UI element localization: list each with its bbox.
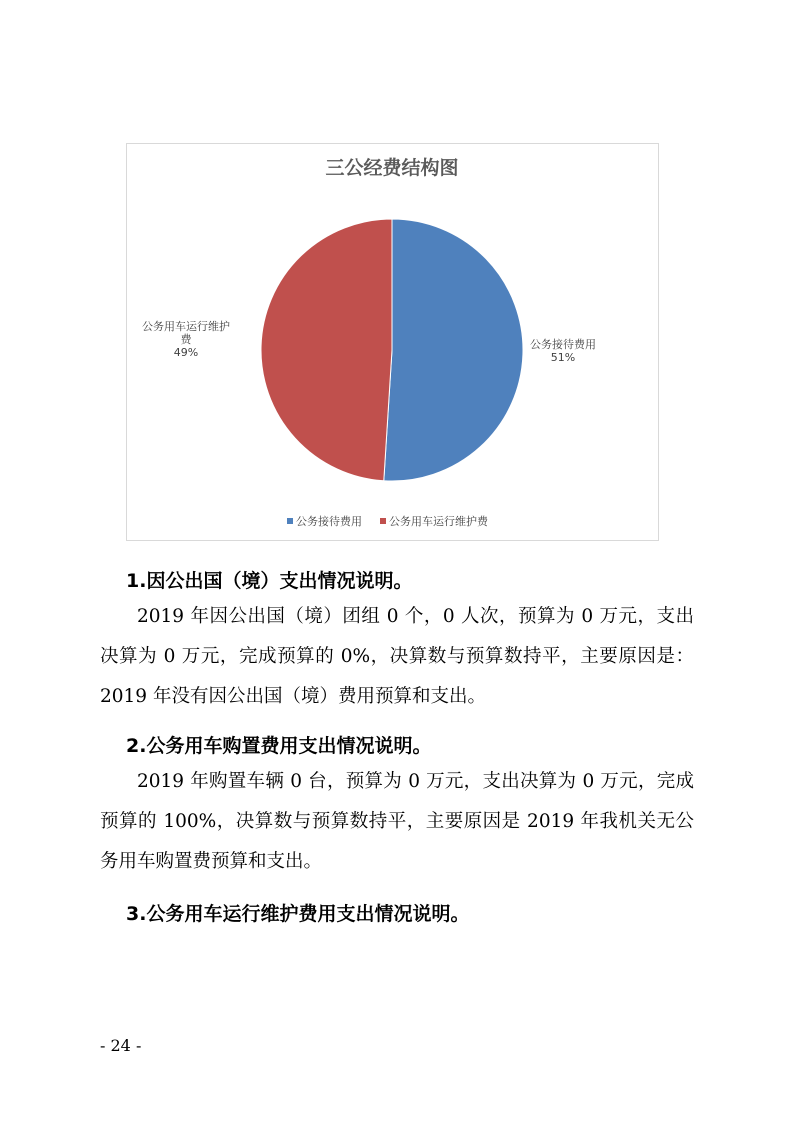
- chart-title: 三公经费结构图: [325, 157, 459, 179]
- legend-item-1: 公务接待费用: [296, 515, 362, 528]
- pie-chart: [126, 143, 659, 541]
- pie-slice-1: [384, 219, 523, 481]
- data-label-reception-line-2: 51%: [550, 351, 576, 364]
- data-label-vehicle-line-3: 49%: [173, 346, 199, 359]
- section-2-heading: 2.公务用车购置费用支出情况说明。: [126, 735, 432, 757]
- data-label-vehicle-line-1: 公务用车运行维护: [142, 320, 230, 333]
- data-label-vehicle-line-2: 费: [180, 333, 192, 346]
- section-1-heading: 1.因公出国（境）支出情况说明。: [126, 570, 413, 592]
- section-3-heading: 3.公务用车运行维护费用支出情况说明。: [126, 903, 470, 925]
- legend-item-2: 公务用车运行维护费: [389, 515, 488, 528]
- pie-chart-svg: [127, 144, 658, 540]
- section-1-paragraph: 2019 年因公出国（境）团组 0 个，0 人次，预算为 0 万元，支出决算为 0 万元，完成预算的 0%，决算数与预算数持平，主要原因是：2019 年没有因公出国（境）费用预算和支出。: [100, 606, 694, 707]
- page-number: - 24 -: [100, 1036, 142, 1055]
- data-label-reception-line-1: 公务接待费用: [530, 338, 596, 351]
- pie-slice-2: [261, 219, 392, 481]
- legend-swatch-2: [380, 518, 386, 524]
- section-2-paragraph: 2019 年购置车辆 0 台，预算为 0 万元，支出决算为 0 万元，完成预算的 100%，决算数与预算数持平，主要原因是 2019 年我机关无公务用车购置费预算和支出。: [100, 771, 694, 872]
- legend-swatch-1: [287, 518, 293, 524]
